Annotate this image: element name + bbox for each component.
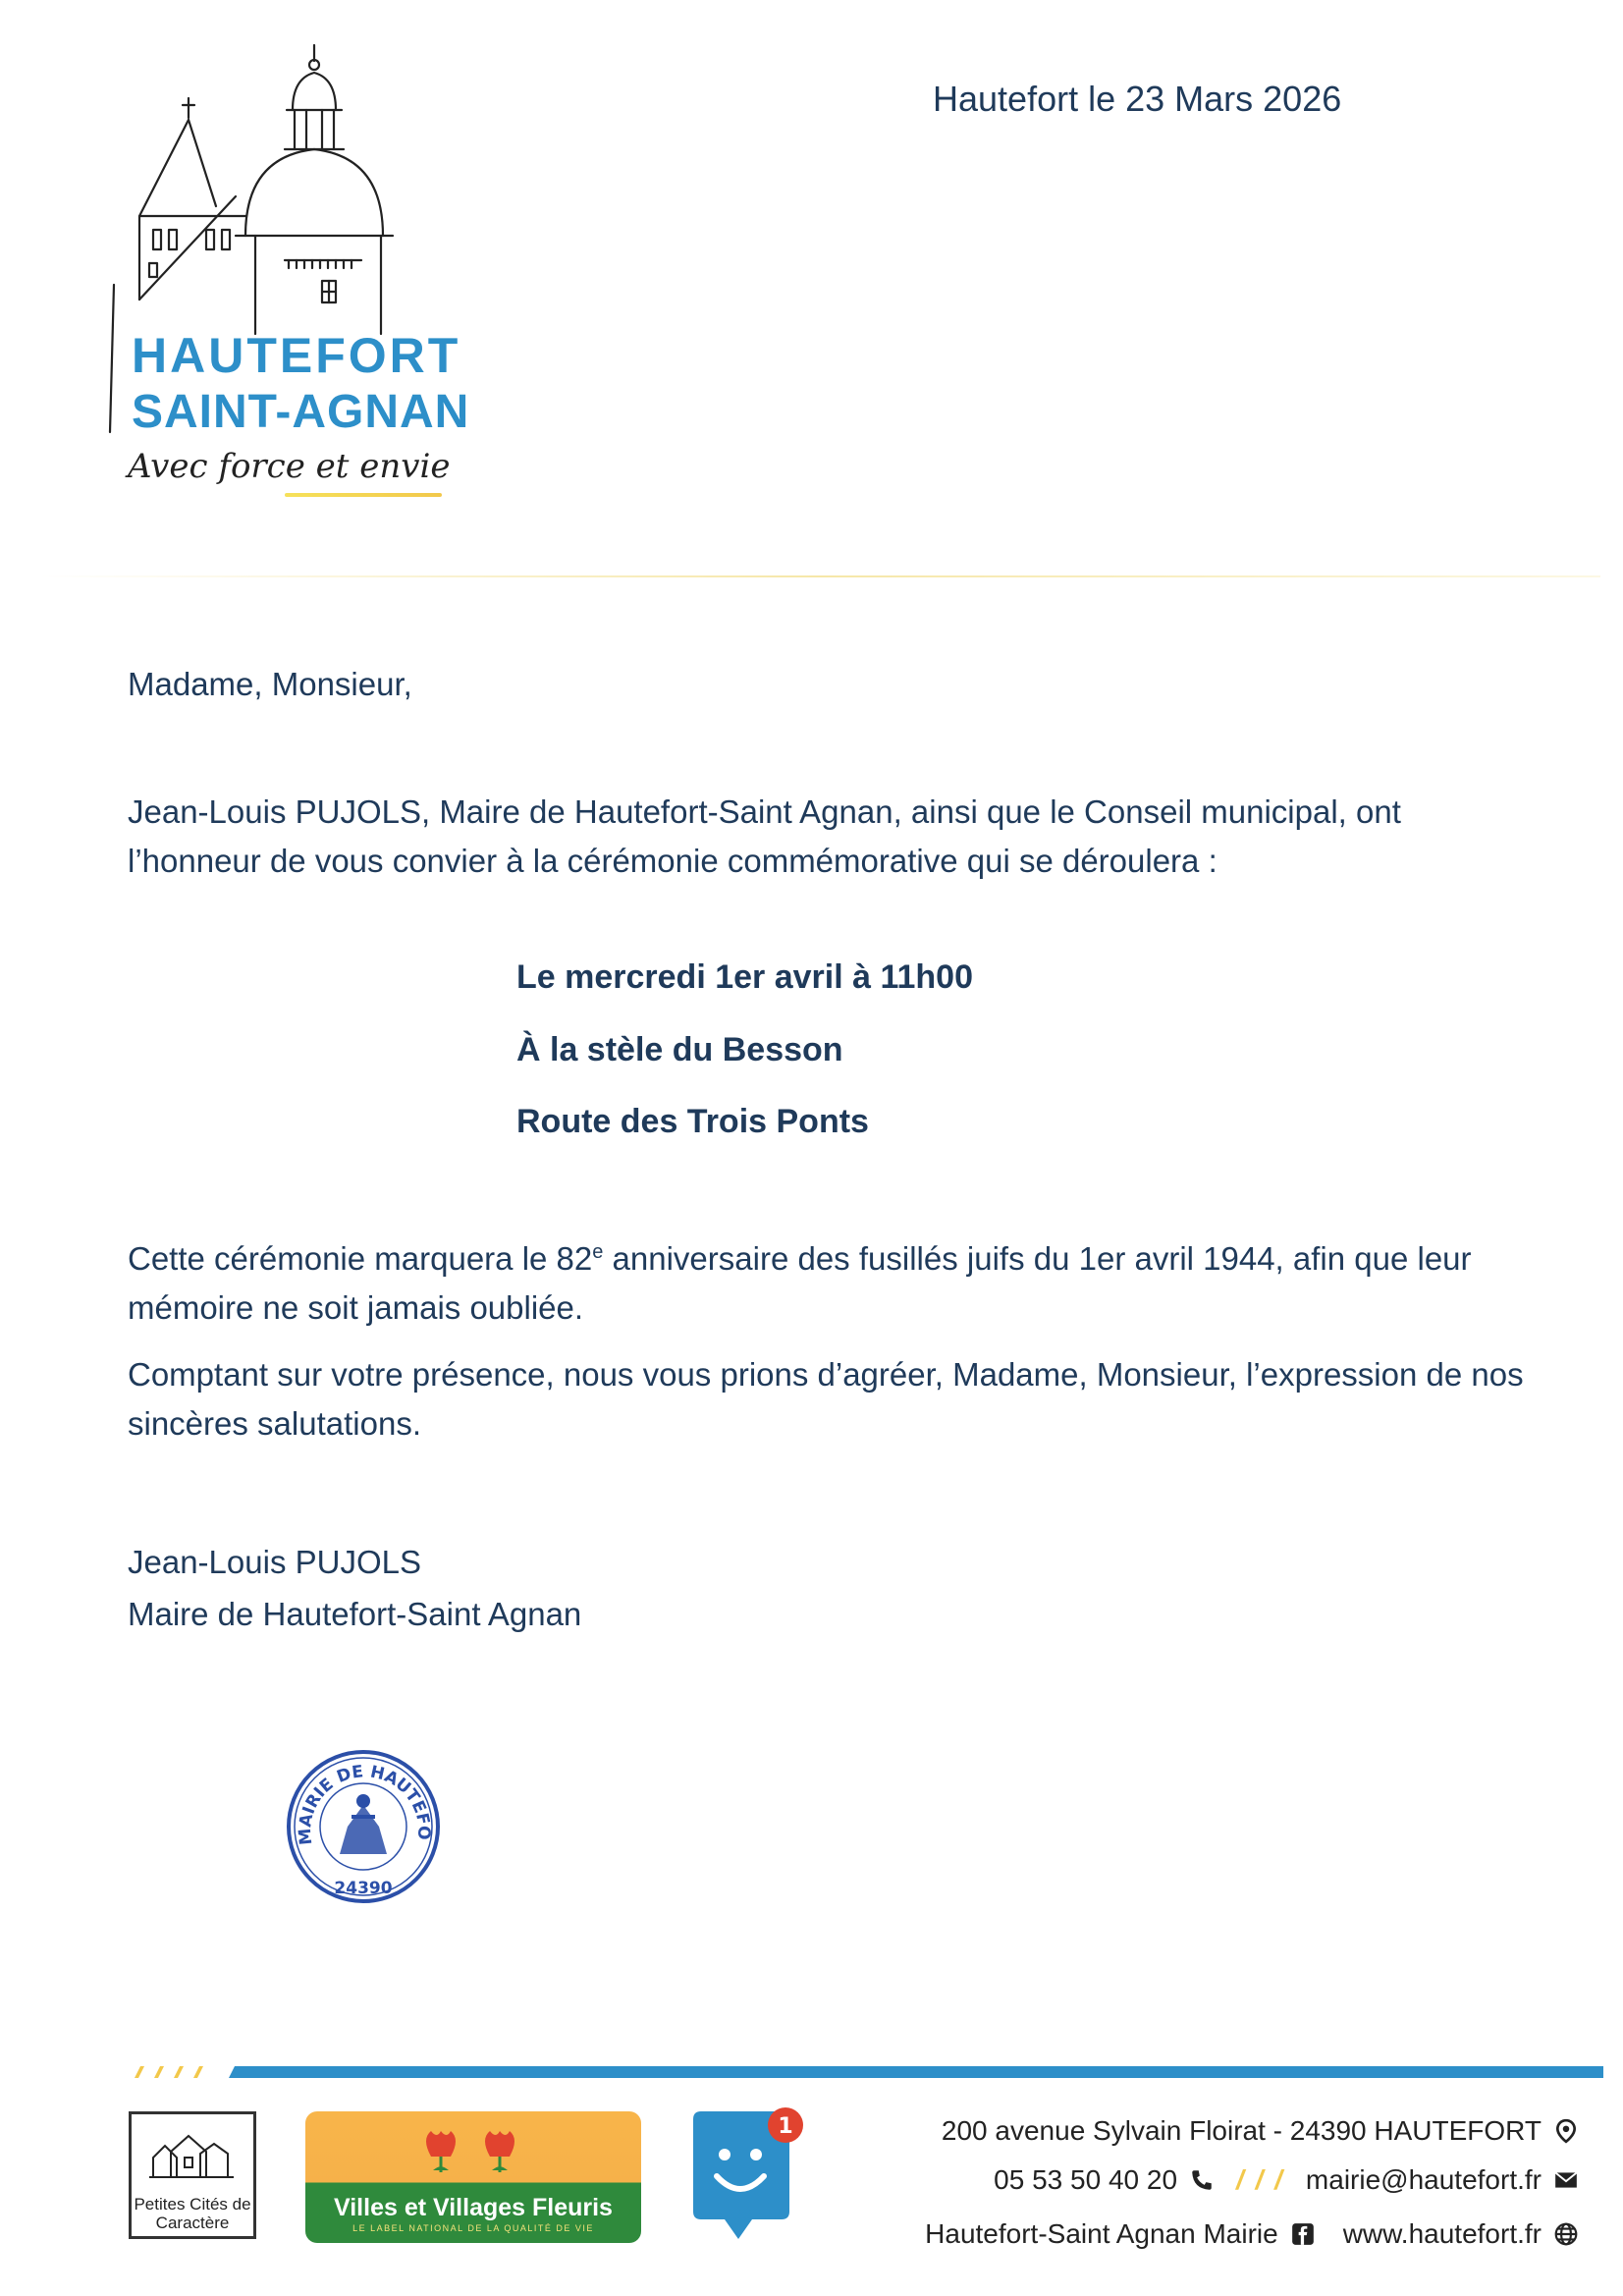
facebook-page-name[interactable]: Hautefort-Saint Agnan Mairie (925, 2218, 1278, 2249)
phone-number[interactable]: 05 53 50 40 20 (994, 2164, 1178, 2195)
letter-date: Hautefort le 23 Mars 2026 (933, 79, 1342, 119)
signature-title: Maire de Hautefort-Saint Agnan (128, 1596, 582, 1632)
contact-social-web-row (925, 2218, 1579, 2250)
flowers-icon (305, 2111, 641, 2190)
contact-phone-email-row (994, 2164, 1579, 2196)
commemoration-paragraph (128, 1228, 1542, 1333)
event-date: Le mercredi 1er avril à 11h00 (516, 958, 973, 996)
greeting: Madame, Monsieur, (128, 666, 412, 702)
header-divider (39, 575, 1600, 577)
hautefort-logo (98, 39, 481, 511)
separator-slashes-icon: / / / (1236, 2164, 1284, 2195)
footer-bar-graphic (131, 2064, 1603, 2080)
petites-cites-badge (129, 2111, 256, 2239)
vvf-subtitle: LE LABEL NATIONAL DE LA QUALITÉ DE VIE (352, 2223, 594, 2233)
logo-tagline: Avec force et envie (128, 447, 451, 486)
closing-paragraph: Comptant sur votre présence, nous vous prions d’agréer, Madame, Monsieur, l’expression de nos sincères salutations. (128, 1356, 1524, 1442)
villes-villages-fleuris-badge (305, 2111, 641, 2243)
contact-address-row (942, 2115, 1579, 2147)
website-url[interactable]: www.hautefort.fr (1342, 2218, 1542, 2249)
location-pin-icon (1553, 2118, 1579, 2144)
phone-icon (1189, 2167, 1215, 2193)
facebook-icon (1290, 2221, 1316, 2247)
logo-swoosh (285, 493, 442, 497)
event-place: À la stèle du Besson (516, 1031, 843, 1068)
globe-icon (1553, 2221, 1579, 2247)
signature-name: Jean-Louis PUJOLS (128, 1544, 421, 1580)
stamp-seal (283, 1746, 445, 1908)
address-text: 200 avenue Sylvain Floirat - 24390 HAUTEFORT (941, 2115, 1542, 2146)
intro-paragraph: Jean-Louis PUJOLS, Maire de Hautefort-Saint Agnan, ainsi que le Conseil municipal, ont l’honneur de vous convier à la cérémonie commémorative qui se déroulera : (128, 793, 1401, 879)
email-address[interactable]: mairie@hautefort.fr (1305, 2164, 1542, 2195)
logo-wordmark-line2: SAINT-AGNAN (132, 386, 470, 438)
commemoration-text-end: anniversaire des fusillés juifs du 1er avril 1944, afin que leur mémoire ne soit jamais oubliée. (128, 1240, 1472, 1326)
logo-wordmark-line1: HAUTEFORT (132, 328, 461, 383)
ordinal-suffix: e (592, 1241, 604, 1263)
svg-text:24390: 24390 (334, 1879, 393, 1898)
notification-count: 1 (778, 2114, 793, 2139)
app-badge (687, 2104, 805, 2251)
petites-cites-label: Petites Cités de Caractère (134, 2195, 251, 2232)
vvf-title: Villes et Villages Fleuris (334, 2194, 613, 2221)
commemoration-text-start: Cette cérémonie marquera le 82 (128, 1240, 593, 1277)
event-route: Route des Trois Ponts (516, 1103, 869, 1140)
svg-text:MAIRIE DE HAUTEFORT: MAIRIE DE HAUTEFO (295, 1762, 434, 1846)
houses-icon (132, 2114, 253, 2193)
smiley-chat-icon (687, 2104, 805, 2251)
footer-divider (131, 2064, 1603, 2080)
mairie-stamp (283, 1746, 445, 1908)
envelope-icon (1553, 2167, 1579, 2193)
